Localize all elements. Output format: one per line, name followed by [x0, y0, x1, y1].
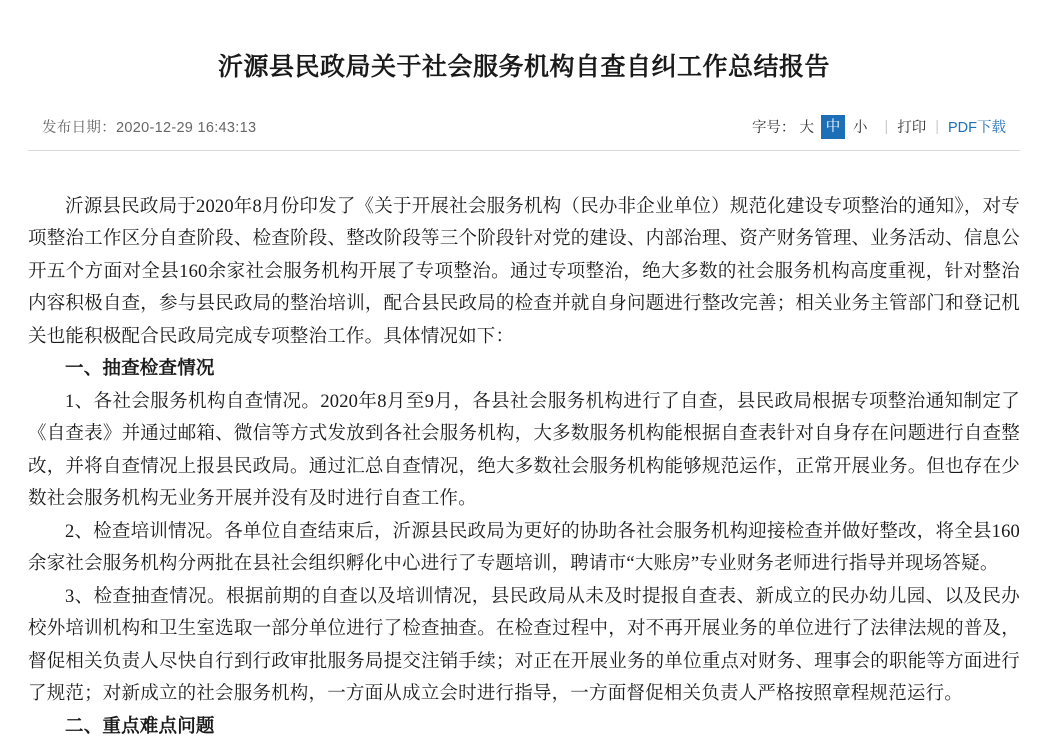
- header-divider: [28, 150, 1020, 151]
- document-page: [0, 17, 1048, 736]
- content-paragraph: 1、各社会服务机构自查情况。2020年8月至9月，各县社会服务机构进行了自查，县民政局根据专项整治通知制定了《自查表》并通过邮箱、微信等方式发放到各社会服务机构，大多数服务机构能根据自查表针对自身存在问题进行自查整改，并将自查情况上报县民政局。通过汇总自查情况，绝大多数社会服务机构能够规范运作，正常开展业务。但也存在少数社会服务机构无业务开展并没有及时进行自查工作。: [28, 391, 1020, 510]
- content-paragraph: 3、检查抽查情况。根据前期的自查以及培训情况，县民政局从未及时提报自查表、新成立的民办幼儿园、以及民办校外培训机构和卫生室选取一部分单位进行了检查抽查。在检查过程中，对不再开展业务的单位进行了法律法规的普及，督促相关负责人尽快自行到行政审批服务局提交注销手续；对正在开展业务的单位重点对财务、理事会的职能等方面进行了规范；对新成立的社会服务机构，一方面从成立会时进行指导，一方面督促相关负责人严格按照章程规范运行。: [28, 586, 1020, 705]
- document-content: [28, 191, 1020, 743]
- content-heading: 二、重点难点问题: [65, 716, 215, 737]
- content-paragraph: 沂源县民政局于2020年8月份印发了《关于开展社会服务机构（民办非企业单位）规范化建设专项整治的通知》，对专项整治工作区分自查阶段、检查阶段、整改阶段等三个阶段针对党的建设、内部治理、资产财务管理、业务活动、信息公开五个方面对全县160余家社会服务机构开展了专项整治。通过专项整治，绝大多数的社会服务机构高度重视，针对整治内容积极自查，参与县民政局的整治培训，配合县民政局的检查并就自身问题进行整改完善；相关业务主管部门和登记机关也能积极配合民政局完成专项整治工作。具体情况如下：: [28, 196, 1020, 347]
- publish-date: [42, 116, 256, 137]
- pdf-download-link[interactable]: PDF下载: [948, 120, 1006, 137]
- font-size-small-button[interactable]: 小: [852, 120, 868, 137]
- document-toolbar: [752, 115, 1006, 139]
- content-paragraph: 2、检查培训情况。各单位自查结束后，沂源县民政局为更好的协助各社会服务机构迎接检查并做好整改，将全县160余家社会服务机构分两批在县社会组织孵化中心进行了专题培训，聘请市“大账房”专业财务老师进行指导并现场答疑。: [28, 521, 1020, 575]
- print-button[interactable]: 打印: [897, 120, 927, 137]
- content-heading: 一、抽查检查情况: [65, 359, 215, 380]
- meta-bar: [28, 110, 1020, 144]
- publish-date-value: 2020-12-29 16:43:13: [116, 120, 257, 137]
- font-size-large-button[interactable]: 大: [799, 120, 814, 137]
- font-size-medium-button[interactable]: 中: [821, 115, 845, 139]
- toolbar-separator-1: |: [884, 118, 889, 135]
- document-body: [0, 110, 1048, 743]
- publish-date-label: 发布日期：: [42, 120, 116, 137]
- toolbar-separator-2: |: [935, 118, 939, 135]
- font-size-label: 字号：: [751, 120, 796, 137]
- page-title: 沂源县民政局关于社会服务机构自查自纠工作总结报告: [217, 52, 830, 81]
